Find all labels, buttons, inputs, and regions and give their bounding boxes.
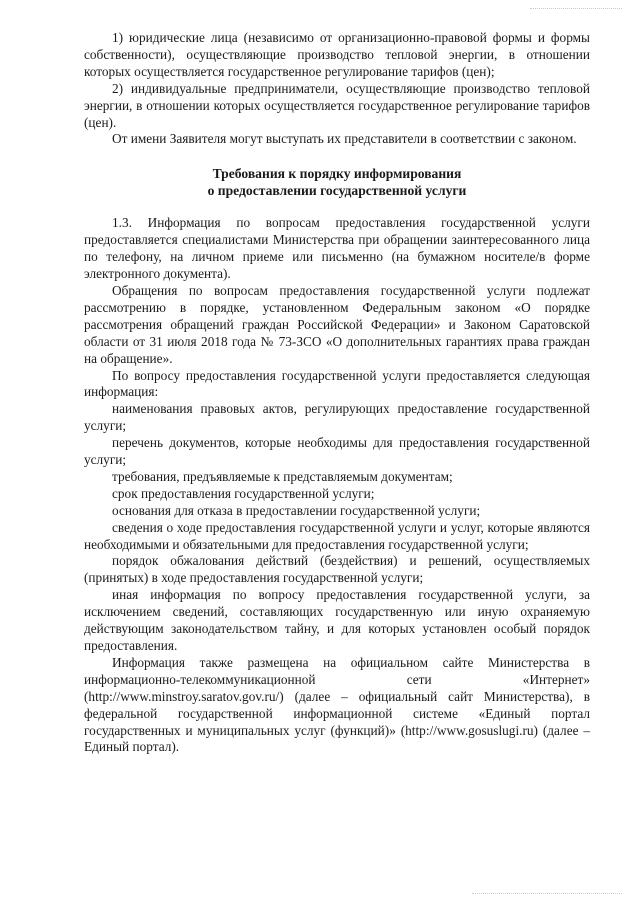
paragraph: По вопросу предоставления государственной услуги предоставляется следующая информация: <box>84 367 590 400</box>
paragraph: 1.3. Информация по вопросам предоставления государственной услуги предоставляется специалистами Министерства при обращении заинтересованного лица по телефону, на личном приеме или письменно (на бумажном носителе/в форме электронного документа). <box>84 215 590 282</box>
paragraph: 1) юридические лица (независимо от организационно-правовой формы и формы собственности), осуществляющие производство тепловой энергии, в отношении которых осуществляется государственное регулирование тарифов (цен); <box>84 30 590 79</box>
paragraph: Информация также размещена на официальном сайте Министерства в информационно-телекоммуникационной сети «Интернет» (http://www.minstroy.saratov.gov.ru/) (далее – официальный сайт Министерства), в федеральной государственной информационной системе «Единый портал государственных и муниципальных услуг (функций)» (http://www.gosuslugi.ru) (далее – Единый портал). <box>84 654 590 755</box>
list-item: срок предоставления государственной услуги; <box>112 485 375 501</box>
document-body <box>84 30 590 756</box>
paragraph: 2) индивидуальные предприниматели, осуществляющие производство тепловой энергии, в отношении которых осуществляется государственное регулирование тарифов (цен). <box>84 80 590 130</box>
list-item: основания для отказа в предоставлении государственной услуги; <box>112 502 481 518</box>
paragraph: Обращения по вопросам предоставления государственной услуги подлежат рассмотрению в порядке, установленном Федеральным законом «О порядке рассмотрения обращений граждан Российской Федерации» и Законом Саратовской области от 31 июля 2018 года № 73-ЗСО «О дополнительных гарантиях права граждан на обращение». <box>84 282 590 366</box>
section-heading <box>84 165 590 199</box>
list-item: требования, предъявляемые к представляемым документам; <box>112 468 453 484</box>
paragraph: От имени Заявителя могут выступать их представители в соответствии с законом. <box>112 131 577 147</box>
list-item: иная информация по вопросу предоставления государственной услуги, за исключением сведений, составляющих государственную или иную охраняемую действующим законодательством тайну, и для которых установлен особый порядок предоставления. <box>84 587 590 653</box>
list-item: сведения о ходе предоставления государственной услуги и услуг, которые являются необходимыми и обязательными для предоставления государственной услуги; <box>84 519 590 552</box>
list-item: наименования правовых актов, регулирующих предоставление государственной услуги; <box>84 401 590 434</box>
scan-mark-bottom <box>472 893 622 895</box>
list-item: порядок обжалования действий (бездействия) и решений, осуществляемых (принятых) в ходе предоставления государственной услуги; <box>84 553 590 586</box>
section-heading-line-2: о предоставлении государственной услуги <box>207 183 467 199</box>
section-heading-line-1: Требования к порядку информирования <box>212 166 462 182</box>
list-item: перечень документов, которые необходимы для предоставления государственной услуги; <box>84 435 590 468</box>
scan-mark-top <box>530 8 622 10</box>
